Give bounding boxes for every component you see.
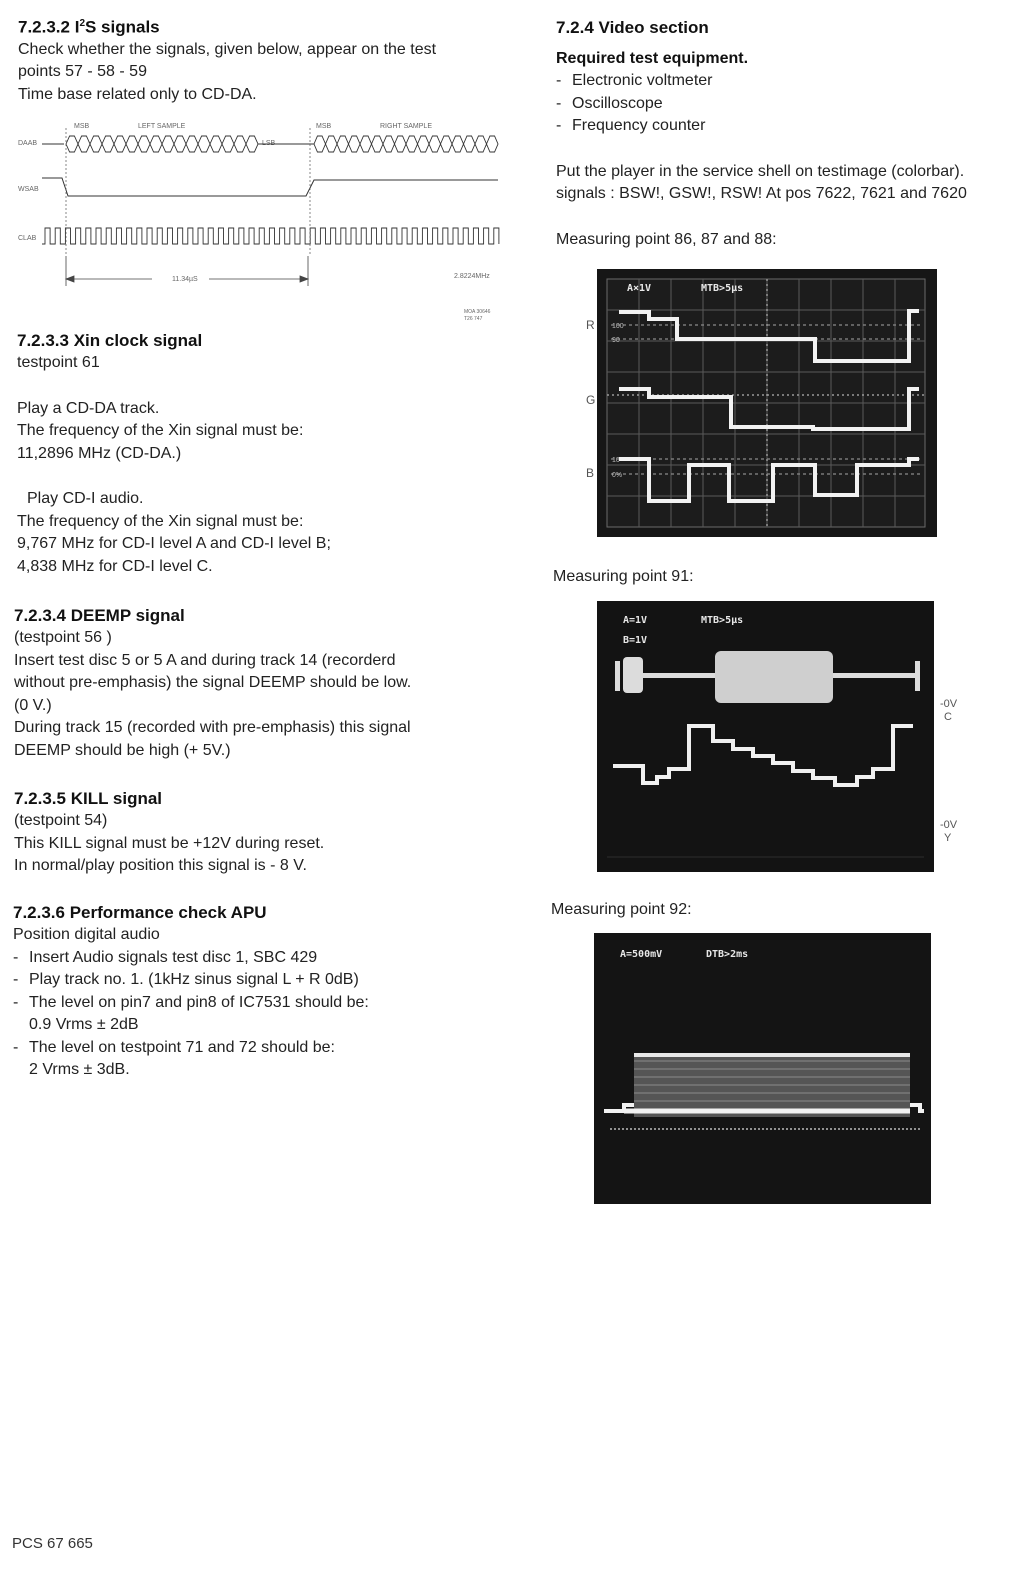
daab-waveform	[42, 136, 498, 152]
diagram-label-lsb: LSB	[262, 140, 276, 147]
diagram-label-msb-right: MSB	[316, 123, 332, 130]
deemp-line: (0 V.)	[14, 696, 52, 714]
i2s-section	[18, 13, 508, 106]
section-heading-kill: 7.2.3.5 KILL signal	[14, 789, 163, 808]
apu-intro: Position digital audio	[13, 926, 160, 943]
scope3-caption: Measuring point 92:	[551, 901, 692, 918]
xin-line: 4,838 MHz for CD-I level C.	[17, 557, 213, 575]
apu-section	[13, 902, 503, 1082]
scope1-readout-timebase: MTB>5µs	[701, 283, 744, 294]
scope1-label-g: G	[586, 393, 596, 407]
i2s-body-line: Check whether the signals, given below, appear on the test	[18, 40, 437, 58]
xin-line: 9,767 MHz for CD-I level A and CD-I level B;	[17, 535, 331, 552]
video-section	[556, 17, 1026, 251]
scope1-level-0: 0%	[612, 472, 623, 479]
section-heading-apu: 7.2.3.6 Performance check APU	[13, 903, 267, 922]
deemp-section	[14, 605, 504, 762]
deemp-line: Insert test disc 5 or 5 A and during track 14 (recorderd	[14, 651, 396, 669]
scope2-caption: Measuring point 91:	[553, 568, 694, 585]
scope2-readout-timebase: MTB>5µs	[701, 615, 744, 626]
equipment-list	[556, 70, 1026, 138]
xin-line: The frequency of the Xin signal must be:	[17, 512, 304, 530]
diagram-label-freq: 2.8224MHz	[454, 273, 490, 280]
scope2-label-0v-y: -0V	[940, 819, 958, 831]
list-item: - Frequency counter	[556, 115, 1026, 138]
deemp-line: DEEMP should be high (+ 5V.)	[14, 741, 231, 759]
list-item: - Oscilloscope	[556, 93, 1026, 116]
oscilloscope-photo-audio	[594, 933, 931, 1204]
scope1-label-r: R	[586, 318, 595, 332]
section-heading-deemp: 7.2.3.4 DEEMP signal	[14, 606, 185, 625]
kill-line: In normal/play position this signal is - 8 V.	[14, 857, 307, 874]
deemp-line: (testpoint 56 )	[14, 629, 112, 646]
scope2-readout-b: B=1V	[623, 635, 648, 646]
list-item: - Play track no. 1. (1kHz sinus signal L + R 0dB)	[13, 969, 503, 992]
section-heading-video: 7.2.4 Video section	[556, 18, 709, 37]
list-item: - The level on testpoint 71 and 72 should be: 2 Vrms ± 3dB.	[13, 1037, 503, 1082]
scope1-level-100: 100	[612, 323, 624, 330]
scope2-readout-a: A=1V	[623, 615, 648, 626]
diagram-ref-2: T26 747	[464, 316, 483, 322]
xin-line: 11,2896 MHz (CD-DA.)	[17, 444, 182, 462]
scope2-label-0v-c: -0V	[940, 698, 958, 710]
wsab-waveform	[42, 178, 498, 196]
diagram-label-period: 11.34µS	[172, 276, 198, 283]
signal-label-clab: CLAB	[18, 235, 37, 242]
video-instruction: Put the player in the service shell on testimage (colorbar).	[556, 162, 965, 180]
diagram-ref-1: MOA 30646	[464, 309, 491, 315]
section-heading-xin: 7.2.3.3 Xin clock signal	[17, 331, 203, 350]
signal-label-daab: DAAB	[18, 140, 38, 147]
apu-check-list	[13, 947, 503, 1082]
scope2-label-y: Y	[944, 832, 952, 844]
list-item: - Electronic voltmeter	[556, 70, 1026, 93]
signal-label-wsab: WSAB	[18, 186, 39, 193]
scope3-readout-timebase: DTB>2ms	[706, 949, 749, 960]
diagram-label-left-sample: LEFT SAMPLE	[138, 123, 186, 130]
xin-testpoint: testpoint 61	[17, 354, 100, 371]
video-instruction: signals : BSW!, GSW!, RSW! At pos 7622, 7621 and 7620	[556, 185, 967, 202]
deemp-line: During track 15 (recorded with pre-emphasis) this signal	[14, 719, 411, 736]
i2s-timing-diagram	[14, 116, 504, 328]
scope1-level-10: 10	[612, 457, 620, 464]
xin-line: The frequency of the Xin signal must be:	[17, 422, 304, 439]
deemp-line: without pre-emphasis) the signal DEEMP should be low.	[14, 674, 412, 691]
diagram-label-right-sample: RIGHT SAMPLE	[380, 123, 432, 130]
i2s-body-line: Time base related only to CD-DA.	[18, 85, 257, 103]
scope1-caption: Measuring point 86, 87 and 88:	[556, 230, 777, 248]
scope1-label-b: B	[586, 466, 595, 480]
scope1-readout-ch: A×1V	[627, 283, 652, 294]
scope2-label-c: C	[944, 711, 952, 723]
xin-line: Play CD-I audio.	[27, 490, 144, 507]
oscilloscope-photo-video	[597, 601, 934, 872]
page-footer-code: PCS 67 665	[12, 1535, 93, 1552]
list-item: - The level on pin7 and pin8 of IC7531 should be: 0.9 Vrms ± 2dB	[13, 992, 503, 1037]
i2s-body-line: points 57 - 58 - 59	[18, 63, 147, 81]
kill-line: This KILL signal must be +12V during reset.	[14, 834, 325, 852]
oscilloscope-photo-rgb	[597, 269, 937, 537]
scope3-readout-a: A=500mV	[620, 949, 663, 960]
section-heading-i2s: 7.2.3.2 $I^2S$ signals	[18, 17, 160, 37]
kill-line: (testpoint 54)	[14, 812, 108, 829]
equipment-heading: Required test equipment.	[556, 50, 749, 67]
diagram-label-msb-left: MSB	[74, 123, 90, 130]
scope1-level-90: 90	[612, 337, 620, 344]
xin-line: Play a CD-DA track.	[17, 399, 160, 417]
kill-section	[14, 788, 504, 878]
xin-section	[17, 330, 507, 578]
clab-waveform	[42, 228, 499, 244]
list-item: - Insert Audio signals test disc 1, SBC 429	[13, 947, 503, 970]
